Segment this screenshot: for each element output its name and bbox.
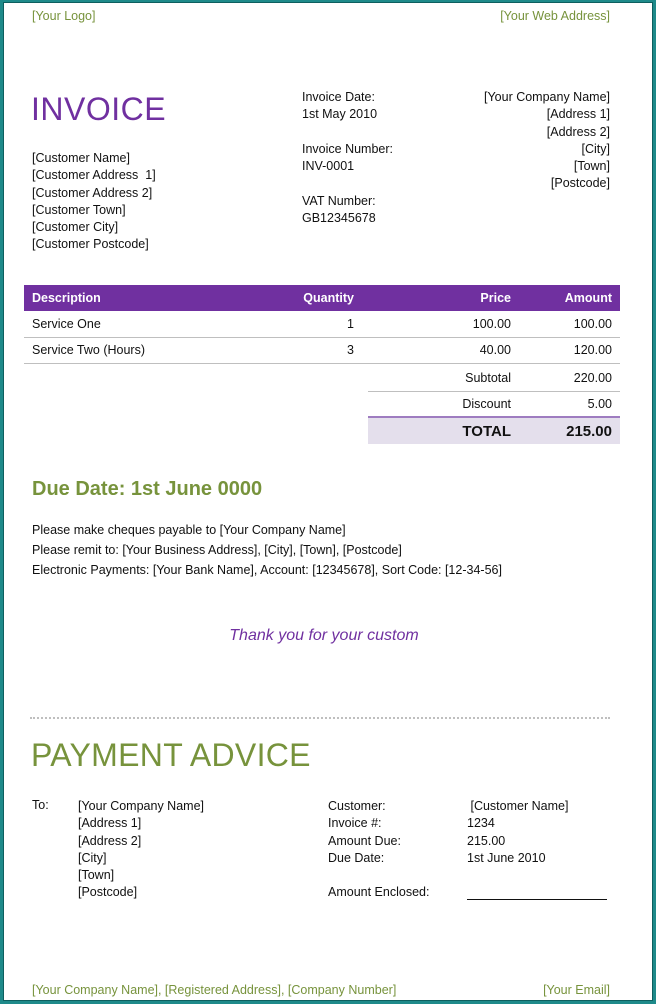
footer-company-info: [Your Company Name], [Registered Address], [Company Number] [32, 983, 397, 997]
invoice-date-value: 1st May 2010 [302, 107, 378, 122]
subtotal-label: Subtotal [368, 365, 519, 391]
total-value: 215.00 [519, 417, 620, 444]
subtotal-value: 220.00 [519, 365, 620, 391]
to-label: To: [32, 798, 49, 812]
company-line: [Address 1] [546, 107, 610, 122]
tear-off-divider [30, 717, 610, 719]
customer-value: [Customer Name] [467, 799, 569, 813]
payment-instruction-line: Please make cheques payable to [Your Company Name] [32, 523, 346, 537]
payment-advice-values [467, 798, 568, 867]
row-amount: 100.00 [519, 311, 620, 337]
vat-number-label: VAT Number: [302, 193, 376, 208]
footer-email: [Your Email] [543, 983, 610, 997]
remit-address-line: [Address 2] [78, 833, 142, 848]
payment-instructions [32, 520, 502, 580]
payment-instruction-line: Please remit to: [Your Business Address], [City], [Town], [Postcode] [32, 543, 402, 557]
row-amount: 120.00 [519, 337, 620, 363]
discount-row [368, 391, 620, 417]
vat-number-value: GB12345678 [302, 211, 376, 226]
company-line: [City] [581, 141, 610, 156]
due-date-heading: Due Date: 1st June 0000 [32, 478, 263, 500]
logo-placeholder: [Your Logo] [32, 9, 96, 23]
total-label: TOTAL [368, 417, 519, 444]
discount-label: Discount [368, 391, 519, 417]
amount-enclosed-label: Amount Enclosed: [328, 885, 430, 900]
payment-instruction-line: Electronic Payments: [Your Bank Name], Account: [12345678], Sort Code: [12-34-56] [32, 563, 502, 577]
invoice-date-label: Invoice Date: [302, 90, 375, 104]
remit-address-line: [Your Company Name] [78, 799, 204, 813]
remit-address-block [78, 798, 204, 902]
customer-line: [Customer Name] [32, 151, 130, 165]
header-quantity: Quantity [262, 285, 362, 311]
due-date-label: Due Date: [328, 850, 385, 865]
customer-label: Customer: [328, 799, 386, 813]
invoice-meta-block [302, 89, 393, 227]
customer-line: [Customer Address 1] [32, 168, 156, 183]
amount-due-value: 215.00 [467, 833, 506, 848]
invoice-number-label: Invoice #: [328, 816, 382, 831]
amount-due-label: Amount Due: [328, 833, 401, 848]
subtotal-row [368, 365, 620, 391]
row-quantity: 1 [262, 311, 362, 337]
line-items-table [24, 285, 620, 364]
total-row [368, 417, 620, 444]
due-date-value: 1st June 2010 [467, 850, 546, 865]
row-quantity: 3 [262, 337, 362, 363]
payment-advice-labels [328, 798, 429, 902]
company-address-block [484, 89, 610, 193]
row-description: Service Two (Hours) [24, 337, 262, 363]
table-row [24, 337, 620, 363]
company-line: [Address 2] [546, 124, 610, 139]
customer-line: [Customer Postcode] [32, 237, 149, 252]
company-line: [Your Company Name] [484, 90, 610, 104]
payment-advice-title: PAYMENT ADVICE [31, 737, 311, 773]
header-amount: Amount [519, 285, 620, 311]
customer-address-block [32, 150, 156, 254]
discount-value: 5.00 [519, 391, 620, 417]
row-price: 40.00 [362, 337, 519, 363]
remit-address-line: [Town] [78, 868, 115, 883]
invoice-number-value: 1234 [467, 816, 495, 831]
amount-enclosed-blank [467, 899, 607, 900]
remit-address-line: [Postcode] [78, 885, 138, 900]
customer-line: [Customer City] [32, 220, 119, 235]
header-description: Description [24, 285, 262, 311]
web-address: [Your Web Address] [500, 9, 610, 23]
company-line: [Town] [573, 159, 610, 174]
row-description: Service One [24, 311, 262, 337]
table-row [24, 311, 620, 337]
thank-you-message: Thank you for your custom [229, 627, 419, 644]
invoice-number-value: INV-0001 [302, 159, 355, 174]
header-price: Price [362, 285, 519, 311]
invoice-title: INVOICE [31, 91, 167, 127]
customer-line: [Customer Address 2] [32, 185, 153, 200]
customer-line: [Customer Town] [32, 202, 126, 217]
remit-address-line: [City] [78, 850, 107, 865]
invoice-number-label: Invoice Number: [302, 141, 394, 156]
company-line: [Postcode] [550, 176, 610, 191]
invoice-page [3, 2, 653, 1001]
remit-address-line: [Address 1] [78, 816, 142, 831]
totals-table [368, 365, 620, 444]
table-header-row [24, 285, 620, 311]
row-price: 100.00 [362, 311, 519, 337]
